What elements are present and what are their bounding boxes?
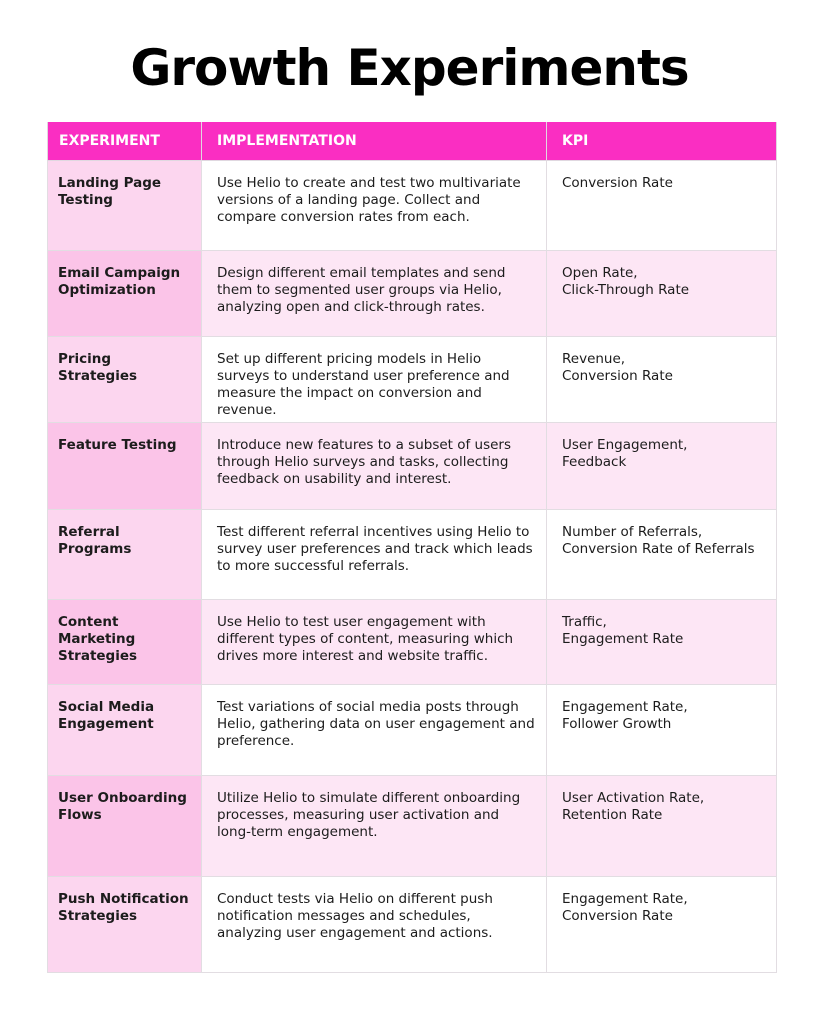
kpi-cell bbox=[547, 337, 777, 423]
experiment-cell: Email Campaign Optimization bbox=[48, 251, 202, 337]
table-row bbox=[48, 251, 777, 337]
header-kpi: KPI bbox=[547, 122, 777, 161]
kpi-cell bbox=[547, 510, 777, 600]
table-row bbox=[48, 685, 777, 776]
header-experiment: EXPERIMENT bbox=[48, 122, 202, 161]
table-row bbox=[48, 423, 777, 510]
kpi-value: Conversion Rate bbox=[562, 368, 673, 384]
kpi-value: Revenue, bbox=[562, 351, 626, 367]
experiment-cell: User Onboarding Flows bbox=[48, 776, 202, 877]
kpi-value: Conversion Rate bbox=[562, 908, 673, 924]
table-row bbox=[48, 337, 777, 423]
kpi-value: Conversion Rate bbox=[562, 175, 673, 191]
table-row bbox=[48, 776, 777, 877]
kpi-value: Number of Referrals, bbox=[562, 524, 703, 540]
implementation-cell: Set up different pricing models in Helio surveys to understand user preference and measure the impact on conversion and revenue. bbox=[202, 337, 547, 423]
table-row bbox=[48, 161, 777, 251]
implementation-cell: Use Helio to test user engagement with different types of content, measuring which drives more interest and website traffic. bbox=[202, 600, 547, 685]
kpi-value: Conversion Rate of Referrals bbox=[562, 541, 755, 557]
kpi-cell bbox=[547, 776, 777, 877]
kpi-value: User Engagement, bbox=[562, 437, 688, 453]
kpi-value: Engagement Rate, bbox=[562, 699, 688, 715]
table-header-row bbox=[48, 122, 777, 161]
implementation-cell: Utilize Helio to simulate different onboarding processes, measuring user activation and long-term engagement. bbox=[202, 776, 547, 877]
kpi-value: Retention Rate bbox=[562, 807, 663, 823]
kpi-cell bbox=[547, 877, 777, 973]
kpi-value: Engagement Rate, bbox=[562, 891, 688, 907]
implementation-cell: Test variations of social media posts through Helio, gathering data on user engagement and preference. bbox=[202, 685, 547, 776]
implementation-cell: Conduct tests via Helio on different push notification messages and schedules, analyzing user engagement and actions. bbox=[202, 877, 547, 973]
experiment-cell: Referral Programs bbox=[48, 510, 202, 600]
kpi-value: Open Rate, bbox=[562, 265, 638, 281]
kpi-value: Follower Growth bbox=[562, 716, 672, 732]
kpi-value: Traffic, bbox=[562, 614, 607, 630]
experiment-cell: Pricing Strategies bbox=[48, 337, 202, 423]
implementation-cell: Use Helio to create and test two multivariate versions of a landing page. Collect and compare conversion rates from each. bbox=[202, 161, 547, 251]
header-implementation: IMPLEMENTATION bbox=[202, 122, 547, 161]
table-row bbox=[48, 877, 777, 973]
kpi-cell bbox=[547, 685, 777, 776]
table-row bbox=[48, 600, 777, 685]
kpi-value: User Activation Rate, bbox=[562, 790, 705, 806]
kpi-cell bbox=[547, 251, 777, 337]
kpi-value: Click-Through Rate bbox=[562, 282, 690, 298]
kpi-cell bbox=[547, 423, 777, 510]
growth-experiments-table bbox=[47, 122, 777, 973]
experiment-cell: Content Marketing Strategies bbox=[48, 600, 202, 685]
implementation-cell: Test different referral incentives using Helio to survey user preferences and track which leads to more successful referrals. bbox=[202, 510, 547, 600]
kpi-value: Engagement Rate bbox=[562, 631, 684, 647]
experiment-cell: Landing Page Testing bbox=[48, 161, 202, 251]
experiment-cell: Feature Testing bbox=[48, 423, 202, 510]
kpi-cell bbox=[547, 600, 777, 685]
kpi-value: Feedback bbox=[562, 454, 627, 470]
implementation-cell: Introduce new features to a subset of users through Helio surveys and tasks, collecting feedback on usability and interest. bbox=[202, 423, 547, 510]
implementation-cell: Design different email templates and send them to segmented user groups via Helio, analyzing open and click-through rates. bbox=[202, 251, 547, 337]
experiment-cell: Social Media Engagement bbox=[48, 685, 202, 776]
experiment-cell: Push Notification Strategies bbox=[48, 877, 202, 973]
page-title: Growth Experiments bbox=[130, 39, 689, 97]
table-row bbox=[48, 510, 777, 600]
kpi-cell bbox=[547, 161, 777, 251]
